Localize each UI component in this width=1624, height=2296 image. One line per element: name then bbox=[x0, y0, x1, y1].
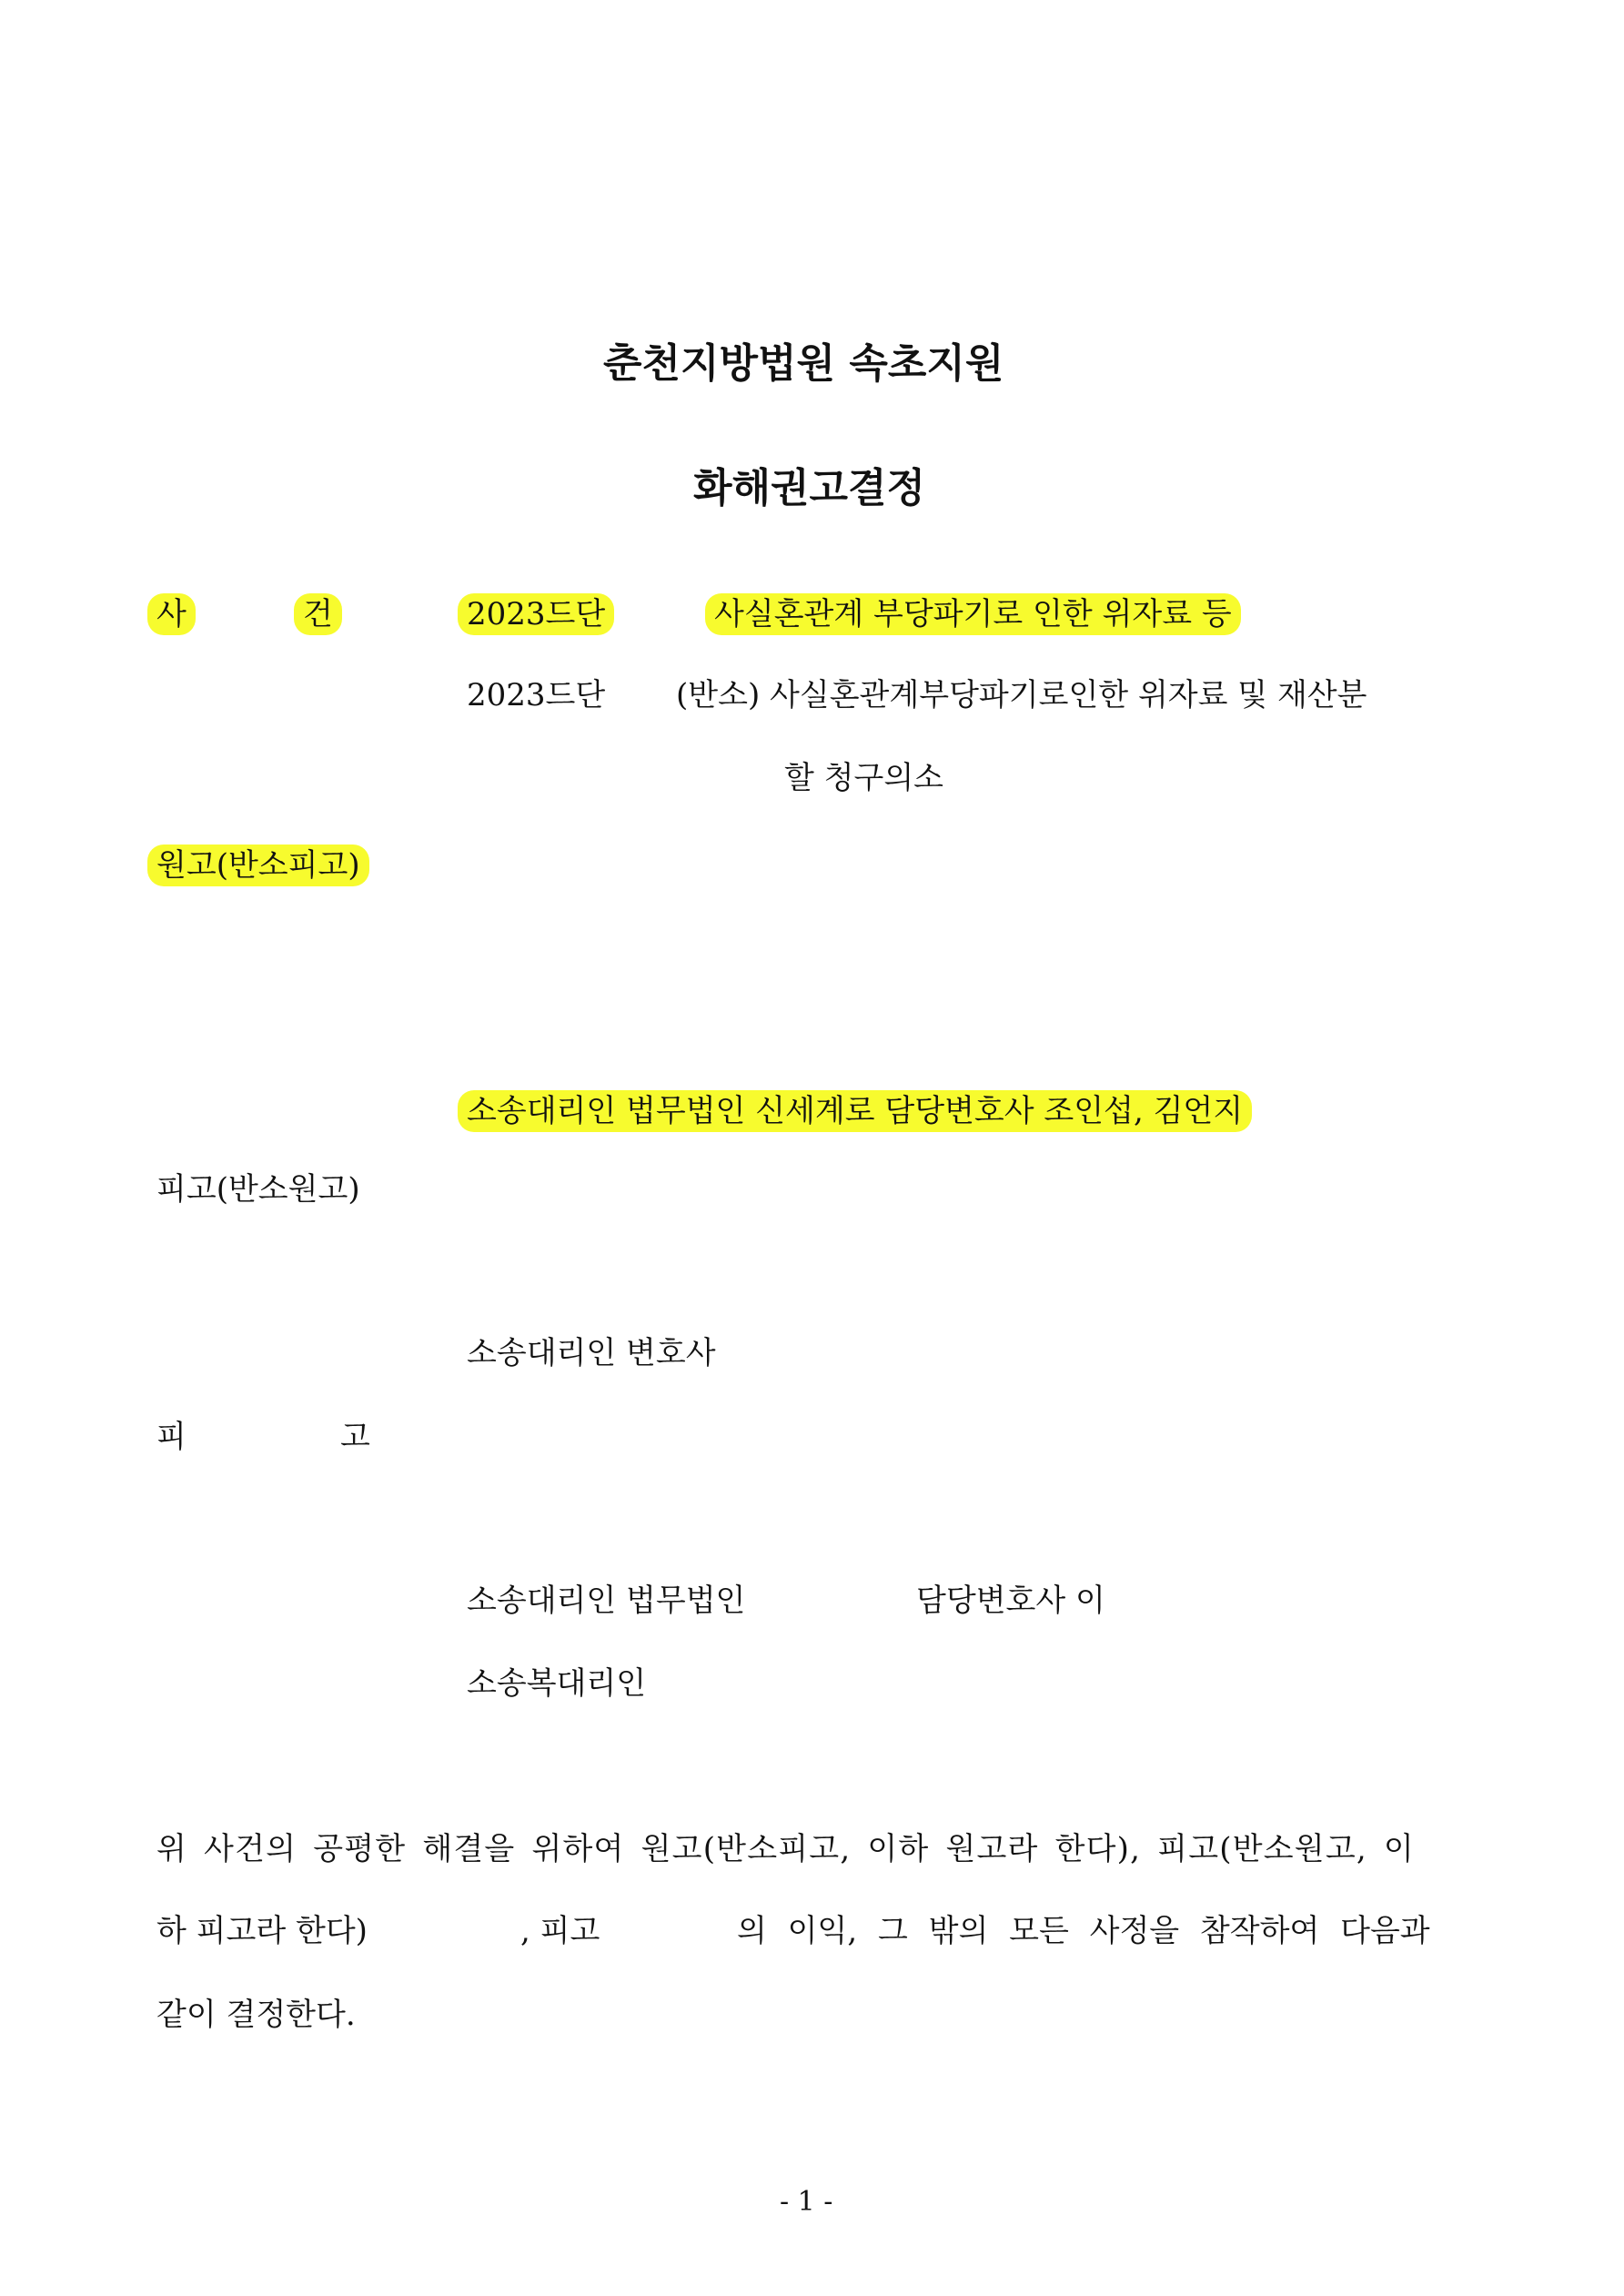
defendant-label-char1: 피 bbox=[156, 1419, 187, 1455]
case-label-char1: 사 bbox=[147, 593, 196, 635]
case-label-char2: 건 bbox=[294, 593, 342, 635]
plaintiff-counsel: 소송대리인 법무법인 신세계로 담당변호사 조인섭, 김언지 bbox=[458, 1090, 1252, 1132]
defendant-counter-counsel: 소송대리인 변호사 bbox=[467, 1335, 716, 1371]
document-title: 화해권고결정 bbox=[693, 465, 926, 511]
decision-line-1-text: 위 사건의 공평한 해결을 위하여 원고(반소피고, 이하 원고라 한다), 피고(반소원고, 이 bbox=[156, 1831, 1415, 1867]
decision-line-2b: , 피고 bbox=[520, 1913, 600, 1949]
case-number-1: 2023드단 bbox=[458, 593, 614, 635]
page-number: - 1 - bbox=[780, 2186, 833, 2218]
decision-line-3: 같이 결정한다. bbox=[156, 1997, 356, 2033]
plaintiff-label: 원고(반소피고) bbox=[147, 845, 369, 886]
defendant-label-char2: 고 bbox=[340, 1419, 370, 1455]
case-title-1: 사실혼관계 부당파기로 인한 위자료 등 bbox=[705, 593, 1241, 635]
case-title-2-line2: 할 청구의소 bbox=[784, 760, 944, 796]
defendant-sub-counsel: 소송복대리인 bbox=[467, 1665, 647, 1702]
defendant-counsel-firm: 소송대리인 법무법인 bbox=[467, 1583, 746, 1619]
decision-line-1 bbox=[156, 1831, 1477, 1867]
defendant-counter-label: 피고(반소원고) bbox=[156, 1171, 360, 1208]
case-number-2: 2023드단 bbox=[467, 677, 606, 713]
defendant-counsel-attorney: 담당변호사 이 bbox=[916, 1583, 1105, 1619]
decision-line-2c: 의 이익, 그 밖의 모든 사정을 참작하여 다음과 bbox=[737, 1913, 1430, 1949]
case-title-2-line1: (반소) 사실혼관계부당파기로인한 위자료 및 재산분 bbox=[676, 677, 1367, 713]
decision-line-2a: 하 피고라 한다) bbox=[156, 1913, 368, 1949]
court-name: 춘천지방법원 속초지원 bbox=[603, 340, 1004, 387]
